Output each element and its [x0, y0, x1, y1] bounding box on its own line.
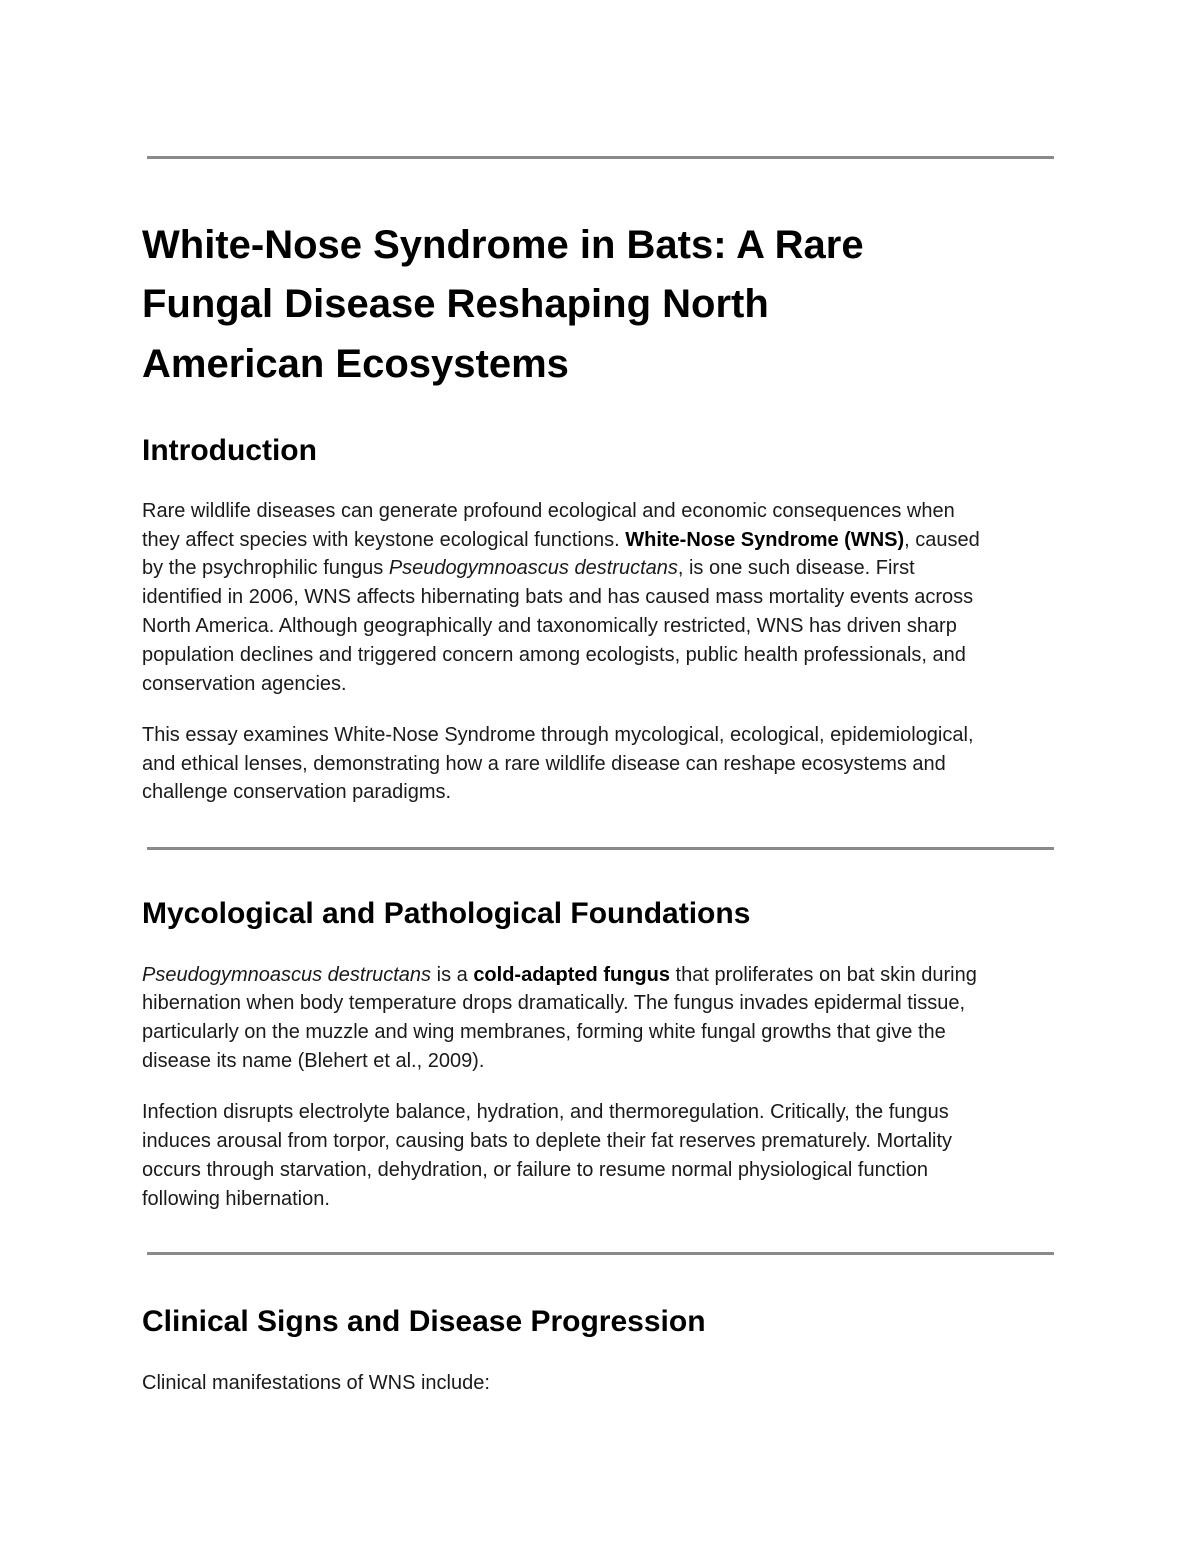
text-span: challenge conservation paradigms. [142, 780, 452, 803]
paragraph-intro-1-line [142, 526, 980, 555]
text-span: North America. Although geographically and taxonomically restricted, WNS has driven sharp [142, 614, 957, 637]
text-span: following hibernation. [142, 1187, 330, 1210]
heading-mycological-line [142, 894, 750, 934]
text-span: Introduction [142, 434, 317, 467]
text-span: disease its name (Blehert et al., 2009). [142, 1049, 485, 1072]
text-span: Mycological and Pathological Foundations [142, 897, 751, 930]
paragraph-intro-1-line [142, 670, 347, 699]
text-span: Infection disrupts electrolyte balance, hydration, and thermoregulation. Critically, the fungus [142, 1100, 949, 1123]
text-span: , caused [904, 528, 980, 551]
text-span: they affect species with keystone ecological functions. [142, 528, 626, 551]
document-title-line [142, 274, 769, 334]
text-span: that proliferates on bat skin during [669, 963, 977, 986]
paragraph-mycological-1-line [142, 989, 965, 1018]
text-span: This essay examines White-Nose Syndrome through mycological, ecological, epidemiological, [142, 723, 974, 746]
paragraph-mycological-1-line [142, 961, 977, 990]
paragraph-mycological-2-line [142, 1098, 949, 1127]
paragraph-intro-2-line [142, 778, 451, 807]
paragraph-intro-1-line [142, 554, 915, 583]
paragraph-mycological-2-line [142, 1185, 330, 1214]
paragraph-intro-2-line [142, 721, 974, 750]
paragraph-mycological-1-line [142, 1018, 946, 1047]
paragraph-mycological-2-line [142, 1156, 928, 1185]
heading-clinical-signs-line [142, 1302, 706, 1342]
paragraph-intro-1-line [142, 641, 966, 670]
text-span: hibernation when body temperature drops dramatically. The fungus invades epidermal tissue, [142, 991, 966, 1014]
paragraph-intro-1-line [142, 612, 957, 641]
text-span: Clinical Signs and Disease Progression [142, 1305, 706, 1338]
paragraph-mycological-1-line [142, 1047, 484, 1076]
heading-introduction-line [142, 431, 317, 471]
paragraph-clinical-1-line [142, 1369, 490, 1398]
bold-text: White-Nose Syndrome (WNS) [625, 528, 905, 551]
horizontal-divider [147, 156, 1054, 159]
text-span: Rare wildlife diseases can generate profound ecological and economic consequences when [142, 499, 955, 522]
text-span: population declines and triggered concern among ecologists, public health professionals, and [142, 643, 966, 666]
text-span: American Ecosystems [142, 342, 569, 386]
text-span: identified in 2006, WNS affects hibernating bats and has caused mass mortality events across [142, 585, 974, 608]
text-span: Fungal Disease Reshaping North [142, 282, 769, 326]
paragraph-intro-1-line [142, 497, 955, 526]
bold-text: cold-adapted fungus [473, 963, 670, 986]
text-span: White-Nose Syndrome in Bats: A Rare [142, 223, 864, 267]
text-span: and ethical lenses, demonstrating how a rare wildlife disease can reshape ecosystems and [142, 752, 946, 775]
document-title-line [142, 215, 864, 275]
text-span: Clinical manifestations of WNS include: [142, 1371, 490, 1394]
paragraph-intro-1-line [142, 583, 973, 612]
italic-text: Pseudogymnoascus destructans [388, 556, 678, 579]
text-span: induces arousal from torpor, causing bats to deplete their fat reserves prematurely. Mortality [142, 1129, 953, 1152]
document-title-line [142, 334, 569, 394]
text-span: is a [431, 963, 474, 986]
text-span: conservation agencies. [142, 672, 347, 695]
italic-text: Pseudogymnoascus destructans [142, 963, 432, 986]
text-span: particularly on the muzzle and wing membranes, forming white fungal growths that give the [142, 1020, 946, 1043]
text-span: occurs through starvation, dehydration, or failure to resume normal physiological function [142, 1158, 928, 1181]
paragraph-mycological-2-line [142, 1127, 952, 1156]
horizontal-divider [147, 1252, 1054, 1255]
text-span: by the psychrophilic fungus [142, 556, 389, 579]
horizontal-divider [147, 847, 1054, 850]
text-span: , is one such disease. First [677, 556, 915, 579]
paragraph-intro-2-line [142, 750, 946, 779]
